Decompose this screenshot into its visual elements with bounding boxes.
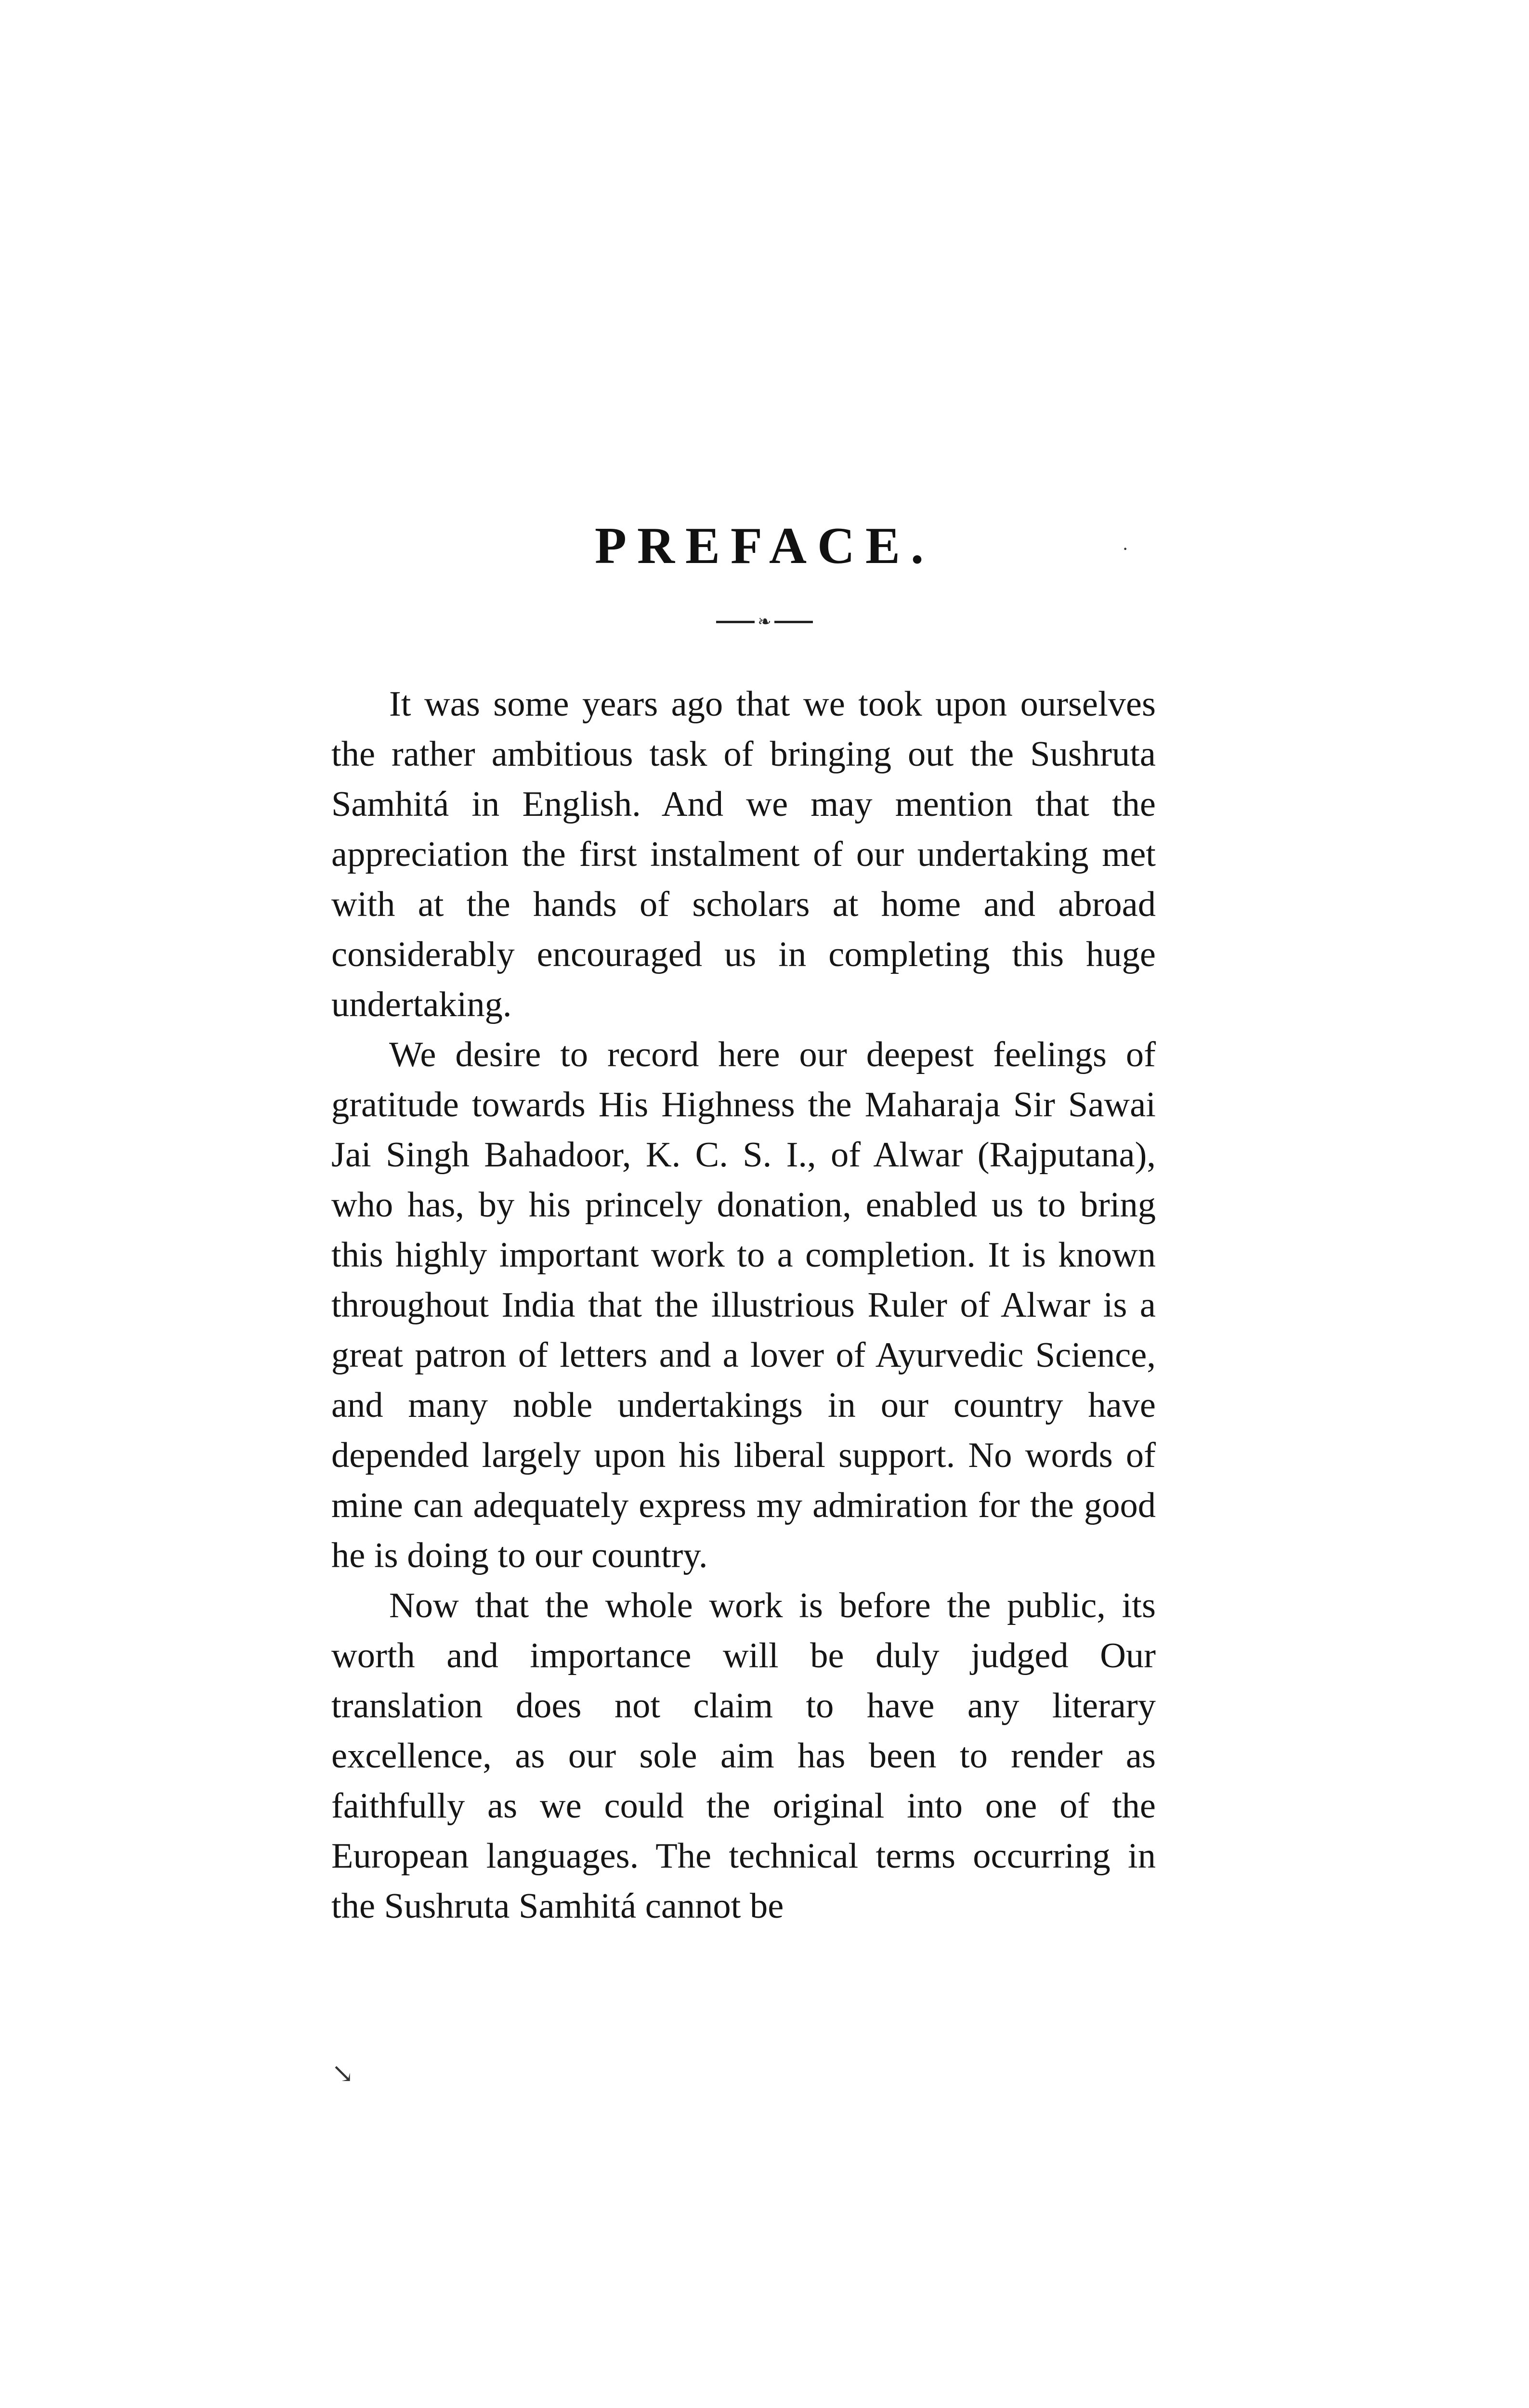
ornament-rule-left: [716, 621, 755, 623]
page-title: PREFACE.: [595, 517, 934, 575]
flourish-icon: ❧: [758, 613, 771, 631]
speck-mark: ·: [1122, 538, 1129, 560]
ornament-rule-right: [774, 621, 813, 623]
printer-mark: ↘: [331, 2059, 354, 2089]
title-ornament: [0, 611, 1529, 630]
preface-body: [331, 679, 1156, 1931]
paragraph-1: It was some years ago that we took upon ourselves the rather ambitious task of bringing out the Sushruta Samhitá in English. And we may mention that the appreciation the first instalment of our undertaking met with at the hands of scholars at home and abroad considerably encouraged us in completing this huge undertaking.: [331, 684, 1156, 1024]
paragraph-2: We desire to record here our deepest feelings of gratitude towards His Highness the Maharaja Sir Sawai Jai Singh Bahadoor, K. C. S. I., of Alwar (Rajputana), who has, by his princely donation, enabled us to bring this highly important work to a completion. It is known throughout India that the illustrious Ruler of Alwar is a great patron of letters and a lover of Ayurvedic Science, and many noble undertakings in our country have depended largely upon his liberal support. No words of mine can adequately express my admiration for the good he is doing to our country.: [331, 1035, 1156, 1575]
paragraph-3: Now that the whole work is before the public, its worth and importance will be duly judged Our translation does not claim to have any literary excellence, as our sole aim has been to render as faithfully as we could the original into one of the European languages. The technical terms occurring in the Sushruta Samhitá cannot be: [331, 1586, 1156, 1926]
